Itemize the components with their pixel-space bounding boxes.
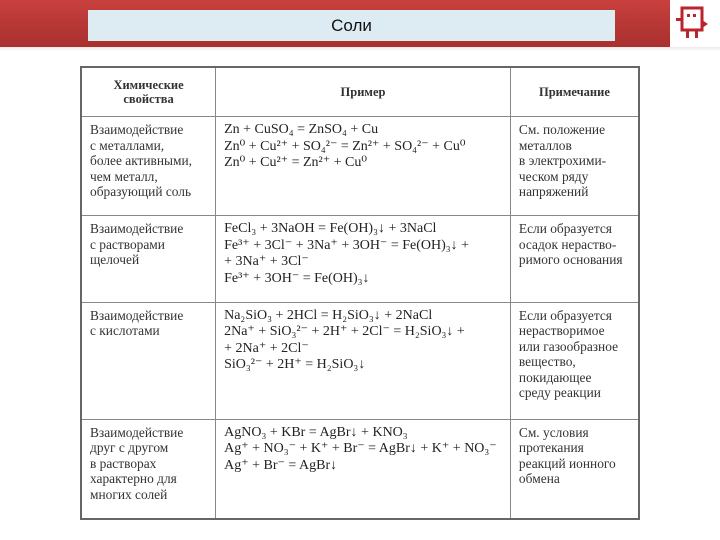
equation-line: Zn⁰ + Cu²⁺ = Zn²⁺ + Cu⁰ bbox=[224, 155, 367, 170]
text-line: металлов bbox=[518, 137, 572, 153]
note-cell bbox=[510, 216, 639, 302]
text-line: напряжений bbox=[518, 184, 589, 199]
text-line: вещество, bbox=[518, 354, 576, 370]
text-line: См. условия bbox=[518, 424, 589, 440]
text-line: в растворах bbox=[90, 455, 157, 471]
example-cell bbox=[216, 117, 511, 216]
table-row bbox=[81, 419, 639, 519]
text-line: образующий соль bbox=[90, 184, 192, 199]
equation-line: SiO₃²⁻ + 2H⁺ = H₂SiO₃↓ bbox=[224, 357, 366, 373]
equation-line: Ag⁺ + NO₃⁻ + K⁺ + Br⁻ = AgBr↓ + K⁺ + NO₃⁻ bbox=[224, 441, 497, 457]
header-shadow bbox=[0, 47, 720, 51]
text-line: Взаимодействие bbox=[90, 122, 184, 137]
example-cell bbox=[216, 302, 511, 419]
text-line: протекания bbox=[518, 440, 584, 456]
text-line: в электрохими- bbox=[518, 153, 607, 168]
equation-line: Fe³⁺ + 3OH⁻ = Fe(OH)₃↓ bbox=[224, 270, 370, 286]
table-row bbox=[81, 117, 639, 216]
note-cell bbox=[510, 419, 639, 519]
salts-properties-table bbox=[80, 66, 640, 520]
text-line: Если образуется bbox=[518, 221, 612, 237]
text-line: Если образуется bbox=[518, 307, 612, 323]
text-line: обмена bbox=[518, 471, 560, 487]
text-line: Взаимодействие bbox=[90, 424, 184, 440]
property-cell bbox=[81, 216, 216, 302]
equation-line: Zn + CuSO₄ = ZnSO₄ + Cu bbox=[224, 122, 379, 137]
text-line: или газообразное bbox=[518, 338, 619, 354]
equation-line: + 2Na⁺ + 2Cl⁻ bbox=[224, 340, 309, 356]
equation-line: Na₂SiO₃ + 2HCl = H₂SiO₃↓ + 2NaCl bbox=[224, 307, 433, 323]
text-line: Взаимодействие bbox=[90, 307, 184, 323]
text-line: более активными, bbox=[90, 153, 193, 168]
text-line: с растворами bbox=[90, 236, 165, 252]
table-header-row bbox=[81, 67, 639, 117]
text-line: реакций ионного bbox=[518, 455, 616, 471]
slide-title bbox=[88, 10, 615, 41]
header-properties: Химические свойства bbox=[81, 67, 216, 117]
equation-line: AgNO₃ + KBr = AgBr↓ + KNO₃ bbox=[224, 424, 408, 440]
text-line: нерастворимое bbox=[518, 323, 605, 339]
equation-line: FeCl₃ + 3NaOH = Fe(OH)₃↓ + 3NaCl bbox=[224, 221, 437, 237]
example-cell bbox=[216, 419, 511, 519]
header-note: Примечание bbox=[510, 67, 639, 117]
slide-title-text: Соли bbox=[331, 15, 372, 35]
example-cell bbox=[216, 216, 511, 302]
text-line: чем металл, bbox=[90, 168, 158, 184]
property-cell bbox=[81, 419, 216, 519]
text-line: с металлами, bbox=[90, 137, 165, 153]
table-row bbox=[81, 302, 639, 419]
equation-line: Fe³⁺ + 3Cl⁻ + 3Na⁺ + 3OH⁻ = Fe(OH)₃↓ + bbox=[224, 237, 470, 253]
text-line: с кислотами bbox=[90, 323, 160, 339]
text-line: друг с другом bbox=[90, 440, 169, 456]
robot-logo-icon bbox=[672, 0, 716, 47]
text-line: среду реакции bbox=[518, 385, 601, 401]
note-cell bbox=[510, 117, 639, 216]
text-line: осадок нераство- bbox=[518, 236, 617, 252]
equation-line: 2Na⁺ + SiO₃²⁻ + 2H⁺ + 2Cl⁻ = H₂SiO₃↓ + bbox=[224, 324, 465, 340]
property-cell bbox=[81, 302, 216, 419]
text-line: См. положение bbox=[518, 122, 606, 137]
text-line: многих солей bbox=[90, 486, 168, 502]
note-cell bbox=[510, 302, 639, 419]
text-line: ческом ряду bbox=[518, 168, 589, 184]
equation-line: + 3Na⁺ + 3Cl⁻ bbox=[224, 254, 309, 270]
table-row bbox=[81, 216, 639, 302]
text-line: щелочей bbox=[90, 252, 140, 268]
equation-line: Ag⁺ + Br⁻ = AgBr↓ bbox=[224, 457, 338, 473]
text-line: Взаимодействие bbox=[90, 221, 184, 237]
logo bbox=[672, 0, 716, 47]
text-line: римого основания bbox=[518, 252, 623, 268]
text-line: характерно для bbox=[90, 471, 177, 487]
property-cell bbox=[81, 117, 216, 216]
text-line: покидающее bbox=[518, 369, 592, 385]
equation-line: Zn⁰ + Cu²⁺ + SO₄²⁻ = Zn²⁺ + SO₄²⁻ + Cu⁰ bbox=[224, 138, 466, 154]
header-example: Пример bbox=[216, 67, 511, 117]
